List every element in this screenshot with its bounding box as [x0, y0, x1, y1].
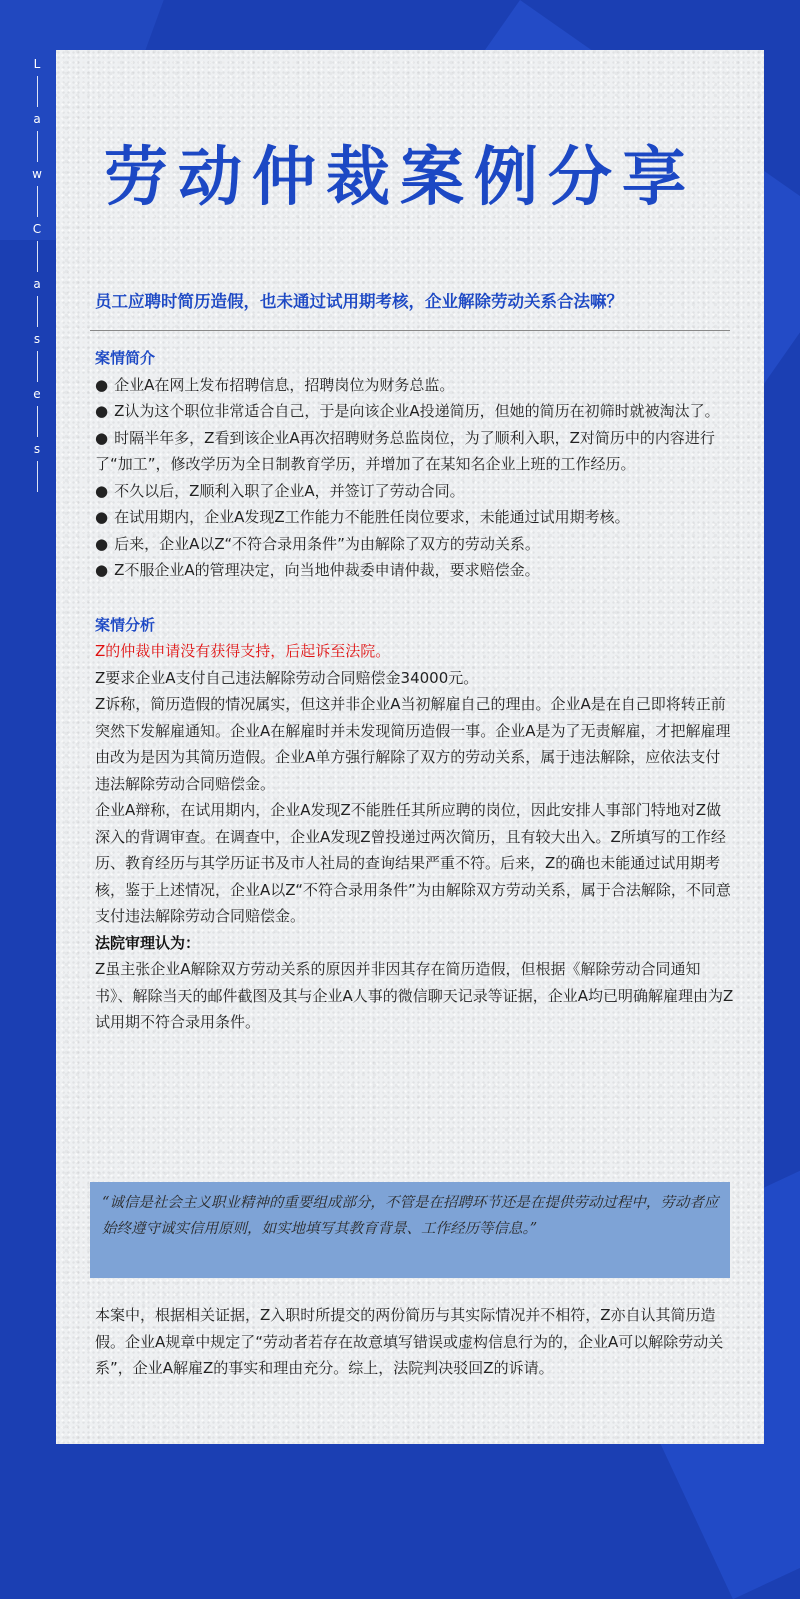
summary-heading: 案情简介 [95, 349, 156, 367]
side-letter: s [33, 442, 41, 456]
side-letter: s [33, 332, 41, 346]
analysis-paragraph: 企业A辩称，在试用期内，企业A发现Z不能胜任其所应聘的岗位，因此安排人事部门特地对Z做深入的背调审查。在调查中，企业A发现Z曾投递过两次简历，且有较大出入。Z所填写的工作经历、教育经历与其学历证书及市人社局的查询结果严重不符。后来，Z的确也未能通过试用期考核，鉴于上述情况，企业A以Z“不符合录用条件”为由解除双方劳动关系，属于合法解除，不同意支付违法解除劳动合同赔偿金。 [95, 801, 731, 925]
side-letter: a [33, 112, 41, 126]
side-letter: C [32, 222, 42, 236]
analysis-highlight: Z的仲裁申请没有获得支持，后起诉至法院。 [95, 642, 391, 660]
summary-item: ● 不久以后，Z顺利入职了企业A，并签订了劳动合同。 [95, 481, 465, 500]
summary-item: ● Z认为这个职位非常适合自己，于是向该企业A投递简历，但她的简历在初筛时就被淘汰了。 [95, 402, 720, 420]
side-letter: a [33, 277, 41, 291]
bullet-icon: ● [95, 534, 109, 553]
bullet-icon: ● [95, 375, 109, 394]
summary-item: ● 企业A在网上发布招聘信息，招聘岗位为财务总监。 [95, 375, 455, 394]
bullet-icon: ● [95, 428, 109, 447]
analysis-paragraph: Z要求企业A支付自己违法解除劳动合同赔偿金34000元。 [95, 668, 479, 687]
bullet-icon: ● [95, 481, 109, 500]
bullet-icon: ● [95, 508, 109, 526]
summary-item: ● 在试用期内，企业A发现Z工作能力不能胜任岗位要求，未能通过试用期考核。 [95, 508, 630, 526]
case-question: 员工应聘时简历造假，也未通过试用期考核，企业解除劳动关系合法嘛？ [95, 292, 623, 311]
court-text: Z虽主张企业A解除双方劳动关系的原因并非因其存在简历造假，但根据《解除劳动合同通知书》、解除当天的邮件截图及其与企业A人事的微信聊天记录等证据，企业A均已明确解雇理由为Z试用期不符合录用条件。 [95, 960, 734, 1031]
analysis-paragraph: Z诉称，简历造假的情况属实，但这并非企业A当初解雇自己的理由。企业A是在自己即将转正前突然下发解雇通知。企业A在解雇时并未发现简历造假一事。企业A是为了无责解雇，才把解雇理由改为是因为其简历造假。企业A单方强行解除了双方的劳动关系，属于违法解除，应依法支付违法解除劳动合同赔偿金。 [95, 695, 731, 793]
summary-item: ● 后来，企业A以Z“不符合录用条件”为由解除了双方的劳动关系。 [95, 534, 540, 553]
side-letter: e [33, 387, 41, 401]
analysis-heading: 案情分析 [95, 615, 156, 634]
side-vertical-word [22, 52, 52, 492]
case-content [95, 345, 735, 1036]
side-letter: w [32, 167, 42, 181]
court-heading: 法院审理认为： [95, 933, 201, 952]
summary-item: ● Z不服企业A的管理决定，向当地仲裁委申请仲裁，要求赔偿金。 [95, 561, 540, 579]
bullet-icon: ● [95, 402, 109, 420]
conclusion-text: 本案中，根据相关证据，Z入职时所提交的两份简历与其实际情况并不相符，Z亦自认其简历造假。企业A规章中规定了“劳动者若存在故意填写错误或虚构信息行为的，企业A可以解除劳动关系”，企业A解雇Z的事实和理由充分。综上，法院判决驳回Z的诉请。 [95, 1306, 724, 1377]
bullet-icon: ● [95, 561, 109, 579]
side-letter: L [33, 57, 41, 71]
page-title: 劳动仲裁案例分享 [104, 141, 696, 215]
divider [90, 330, 730, 331]
summary-item: ● 时隔半年多，Z看到该企业A再次招聘财务总监岗位，为了顺利入职，Z对简历中的内容进行了“加工”，修改学历为全日制教育学历，并增加了在某知名企业上班的工作经历。 [95, 428, 715, 473]
quote-text: “诚信是社会主义职业精神的重要组成部分，不管是在招聘环节还是在提供劳动过程中，劳动者应始终遵守诚实信用原则，如实地填写其教育背景、工作经历等信息。” [102, 1195, 719, 1237]
